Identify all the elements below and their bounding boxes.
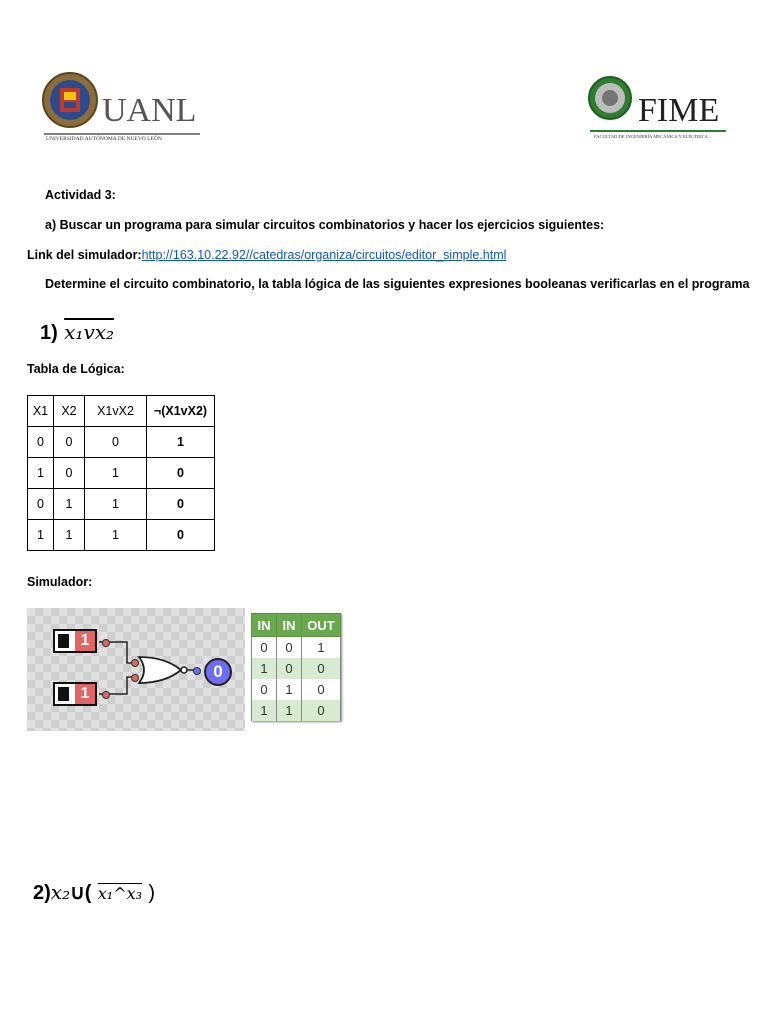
table-cell: 0 (28, 427, 54, 458)
task-a: a) Buscar un programa para simular circuitos combinatorios y hacer los ejercicios siguientes: (45, 218, 605, 232)
header-x2: X2 (54, 396, 85, 427)
sim-cell: 1 (302, 637, 341, 659)
link-label: Link del simulador: (27, 248, 142, 262)
table-cell: 0 (54, 458, 85, 489)
wire-node (193, 667, 201, 675)
simulator-link[interactable]: http://163.10.22.92//catedras/organiza/circuitos/editor_simple.html (141, 248, 507, 262)
table-cell: 0 (147, 489, 215, 520)
uanl-logo (42, 68, 202, 148)
header-x1: X1 (28, 396, 54, 427)
sim-cell: 1 (277, 700, 302, 721)
sim-table-row (252, 700, 341, 721)
expression-1-formula: x₁vx₂ (64, 320, 115, 344)
table-cell: 1 (28, 520, 54, 551)
sim-cell: 0 (302, 679, 341, 700)
expression-1-number: 1) (40, 322, 58, 344)
fime-subtitle: FACULTAD DE INGENIERÍA MECÁNICA Y ELÉCTRICA (594, 134, 709, 139)
sim-header-in-1: IN (252, 614, 277, 637)
input-1-value: 1 (75, 631, 95, 651)
sim-table-row (252, 637, 341, 659)
wire-node (131, 659, 139, 667)
table-cell: 1 (28, 458, 54, 489)
expression-2-x2: x₂ (50, 880, 71, 904)
table-cell: 0 (28, 489, 54, 520)
table-row (28, 458, 215, 489)
table-cell: 0 (147, 458, 215, 489)
switch-toggle-icon (58, 687, 69, 701)
table-row (28, 489, 215, 520)
sim-header-in-2: IN (277, 614, 302, 637)
table-cell: 1 (54, 489, 85, 520)
expression-2-operator: ∪( (70, 882, 92, 904)
sim-cell: 1 (277, 679, 302, 700)
expression-2-number: 2) (33, 882, 51, 904)
sim-table-row (252, 679, 341, 700)
table-cell: 1 (85, 458, 147, 489)
table-cell: 1 (147, 427, 215, 458)
truth-table (27, 395, 215, 551)
simulator-heading: Simulador: (27, 575, 93, 589)
sim-cell: 0 (277, 637, 302, 659)
table-cell: 0 (54, 427, 85, 458)
expression-2-inner: x₁^x₃ (97, 884, 143, 903)
wire-node (102, 691, 110, 699)
simulator-canvas (27, 608, 245, 731)
sim-table-header (252, 614, 341, 637)
instruction-text: Determine el circuito combinatorio, la tabla lógica de las siguientes expresiones booleanas verificarlas en el programa (45, 277, 750, 291)
switch-toggle-icon (58, 634, 69, 648)
wire-node (102, 639, 110, 647)
table-cell: 1 (85, 520, 147, 551)
table-heading: Tabla de Lógica: (27, 362, 125, 376)
sim-table-row (252, 658, 341, 679)
sim-cell: 1 (252, 700, 277, 721)
sim-cell: 0 (277, 658, 302, 679)
input-switch-1[interactable] (53, 629, 97, 653)
sim-cell: 0 (302, 700, 341, 721)
sim-cell: 0 (302, 658, 341, 679)
wire-node (131, 674, 139, 682)
uanl-subtitle: UNIVERSIDAD AUTÓNOMA DE NUEVO LEÓN (46, 136, 162, 142)
input-switch-2[interactable] (53, 682, 97, 706)
sim-cell: 1 (252, 658, 277, 679)
activity-title: Actividad 3: (45, 188, 116, 202)
table-cell: 0 (147, 520, 215, 551)
header-nor: ¬(X1vX2) (147, 396, 215, 427)
header-or: X1vX2 (85, 396, 147, 427)
simulator-link-line (27, 248, 506, 262)
fime-name: FIME (638, 92, 720, 129)
input-2-value: 1 (75, 684, 95, 704)
sim-cell: 0 (252, 679, 277, 700)
sim-header-out: OUT (302, 614, 341, 637)
simulator-truth-table (251, 613, 341, 721)
output-indicator: 0 (204, 658, 232, 686)
fime-logo (588, 68, 728, 144)
expression-2-close: ) (148, 882, 156, 904)
uanl-name: UANL (102, 92, 197, 129)
table-cell: 0 (85, 427, 147, 458)
expression-2 (33, 880, 155, 905)
table-cell: 1 (85, 489, 147, 520)
sim-cell: 0 (252, 637, 277, 659)
table-row (28, 520, 215, 551)
table-cell: 1 (54, 520, 85, 551)
expression-1 (40, 320, 114, 345)
table-row (28, 427, 215, 458)
table-header-row (28, 396, 215, 427)
